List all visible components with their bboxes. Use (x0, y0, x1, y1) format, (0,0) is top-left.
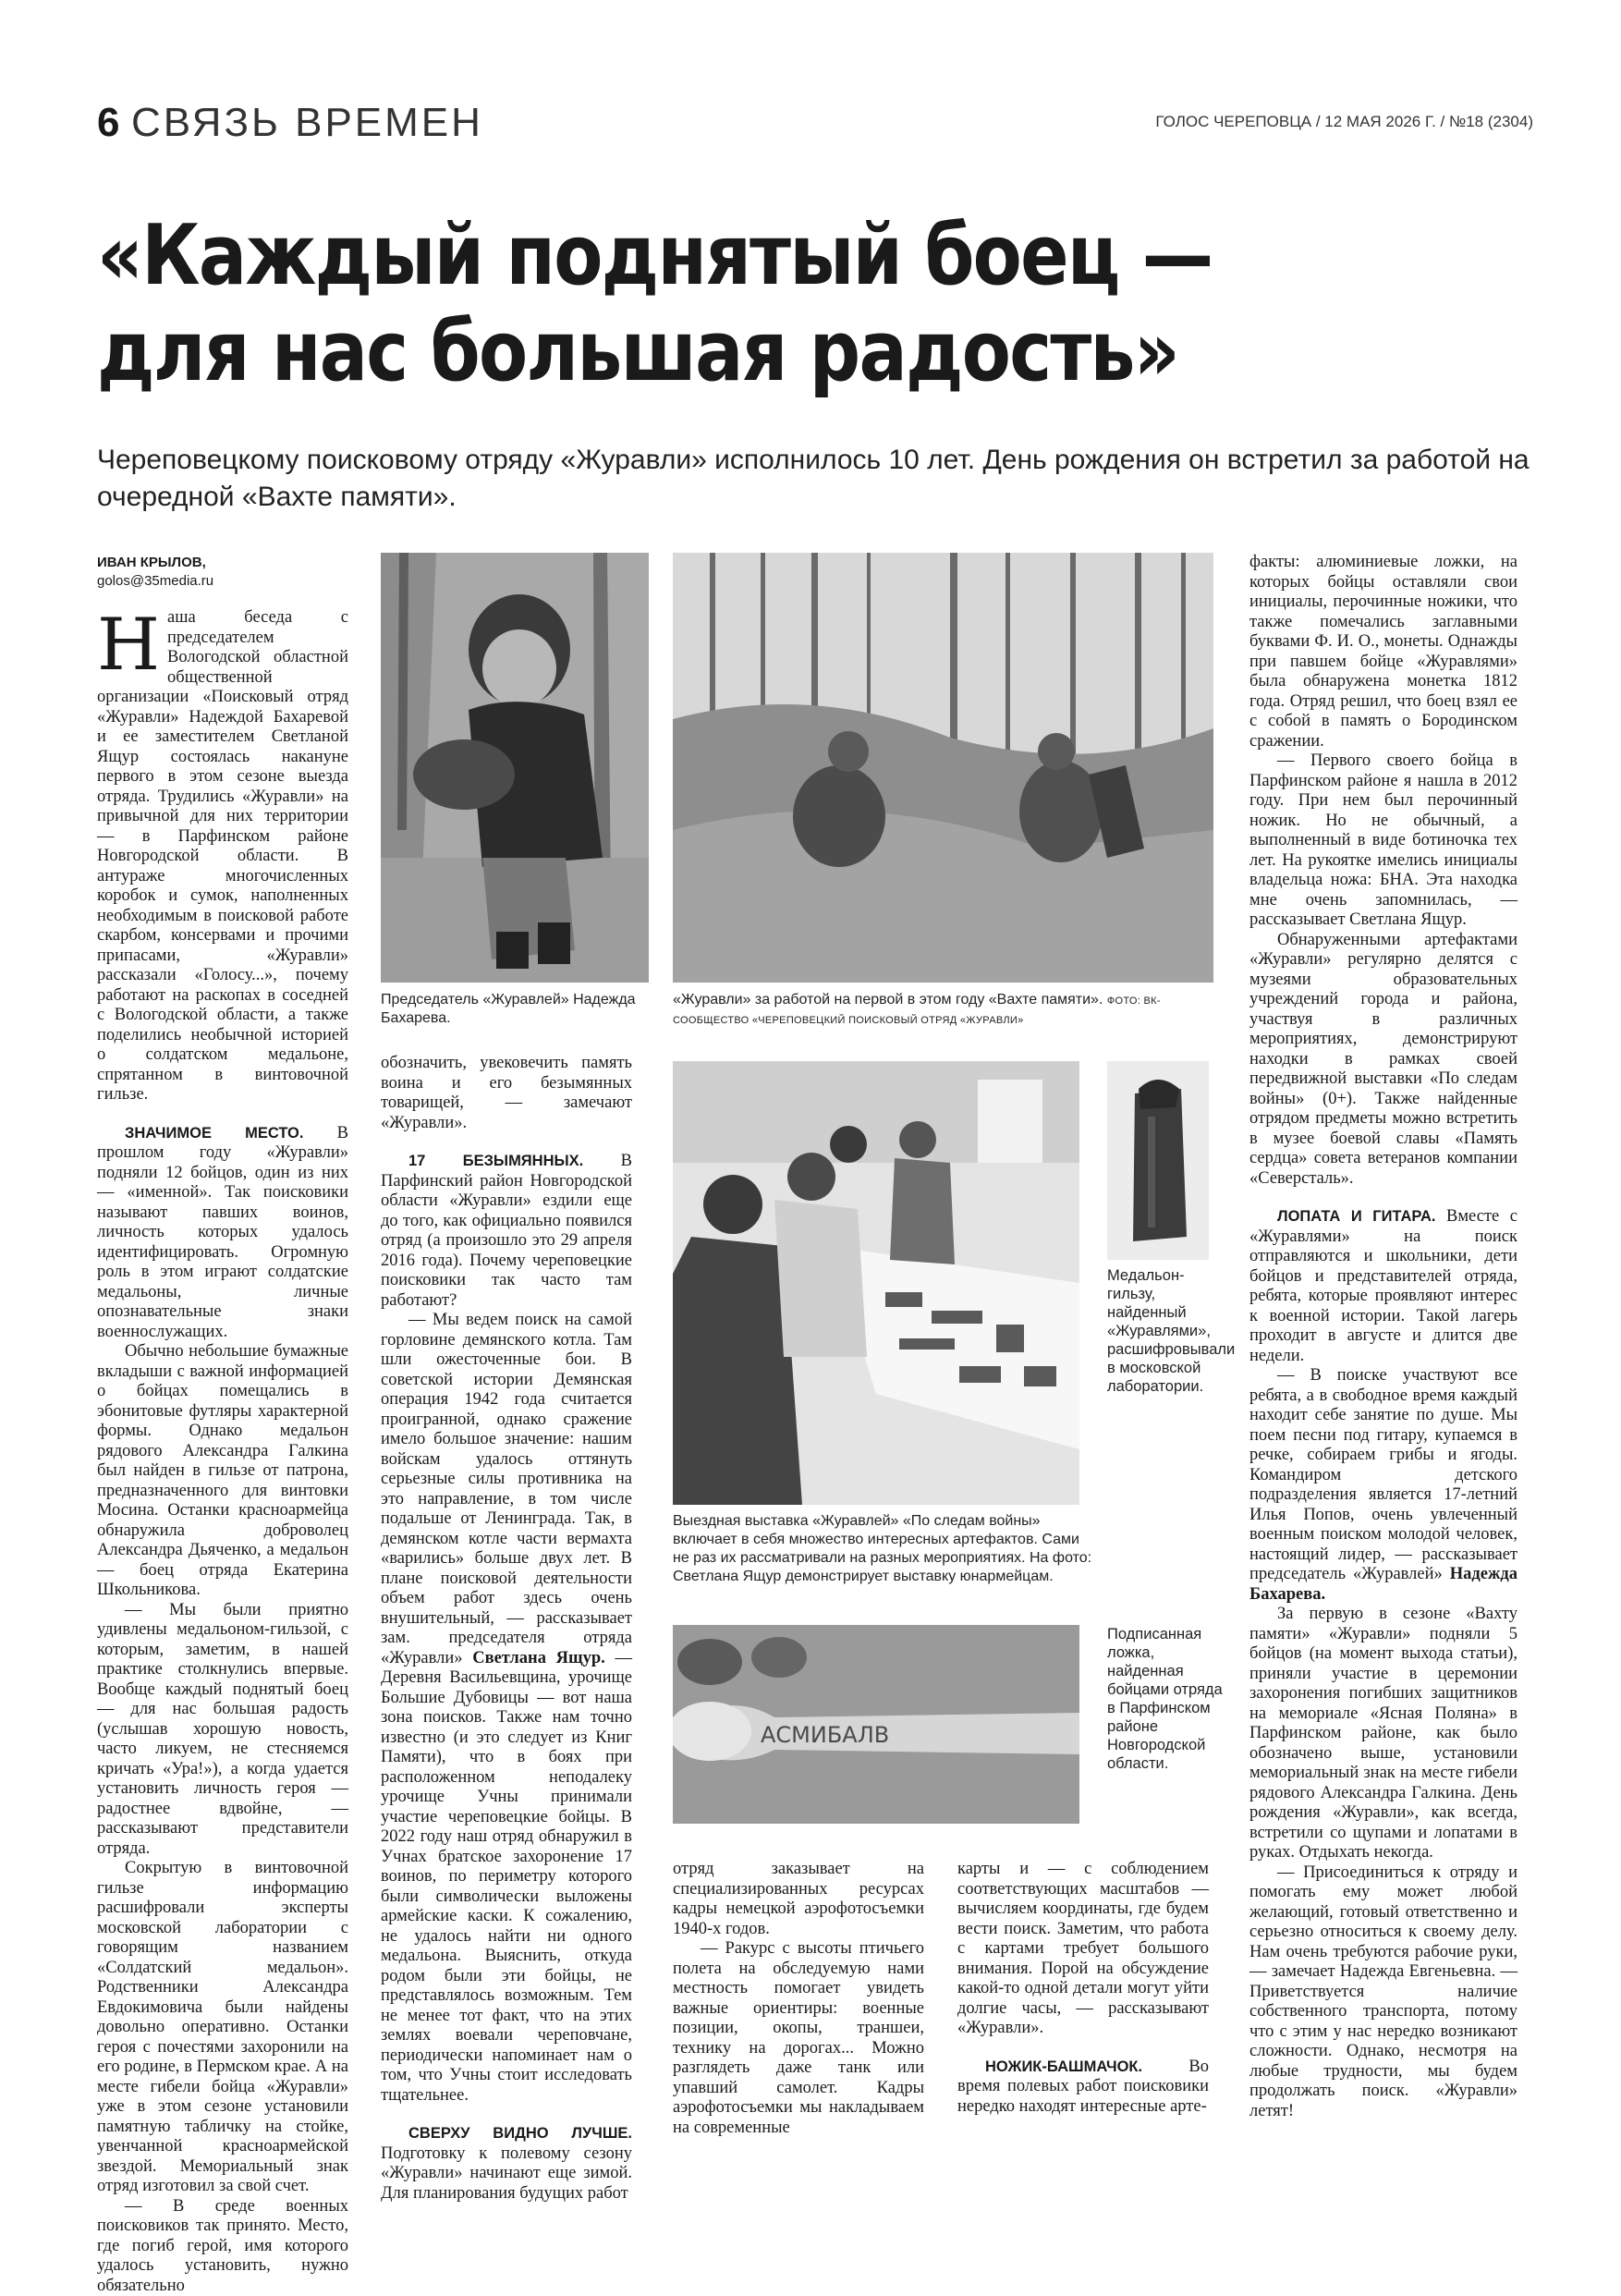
author-name: ИВАН КРЫЛОВ, (97, 555, 206, 570)
paragraph: Сокрытую в винтовочной гильзе информацию расшифровали эксперты московской лаборатории с говорящим названием «Солдатский медальон». Родственники Александра Евдокимовича были найдены довольно оперативно. Останки героя с почестями захоронили на его родине, в Пермском крае. А на месте гибели бойца «Журавли» уже в этом сезоне установили памятную табличку на стойке, увенчанной красноармейской звездой. Мемориальный знак отряд изготовил за свой счет. (97, 1859, 348, 2197)
photo-chairwoman-image (381, 553, 649, 983)
caption-text: «Журавли» за работой на первой в этом году «Вахте памяти». (673, 992, 1103, 1008)
paragraph: — В среде военных поисковиков так принято. Место, где погиб герой, имя которого удалось установить, нужно обязательно (97, 2197, 348, 2296)
paragraph: — Присоединиться к отряду и помогать ему может любой желающий, готовый ответственно и серьезно относиться к своему делу. Нам очень требуются рабочие руки, — замечает Надежда Евгеньевна. — Приветствуется наличие собственного транспорта, потому что с этим у нас нередко возникают сложности. Однако, несмотря на любые трудности, мы будем продолжать поиск. «Журавли» летят! (1249, 1863, 1517, 2122)
photo-spoon-image (673, 1625, 1079, 1824)
paragraph (381, 2124, 632, 2204)
caption-photo-2 (673, 991, 1218, 1030)
headline-line-1: «Каждый поднятый боец — (97, 208, 1337, 304)
paragraph (381, 1311, 632, 2106)
spoon-engraving: АСМИБАЛВ (761, 1722, 889, 1748)
paragraph: карты и — с соблюдением соответствующих масштабов — вычисляем координаты, где будем вести поиск. Заметим, что работа с картами требует большого внимания. Порой на обсуждение какой-то одной детали могут уйти долгие часы, — рассказывают «Журавли». (957, 1860, 1209, 2039)
paragraph: отряд заказывает на специализированных ресурсах кадры немецкой аэрофотосъемки 1940-х годов. (673, 1860, 924, 1939)
paragraph: обозначить, увековечить память воина и его безымянных товарищей, — замечают «Журавли». (381, 1054, 632, 1133)
paragraph: — Первого своего бойца в Парфинском районе я нашла в 2012 году. При нем был перочинный ножик. Но не обычный, а выполненный в виде ботиночка тех лет. На рукоятке имелись инициалы владельца ножа: БНА. Эта находка мне очень запомнилась, — рассказывает Светлана Ящур. (1249, 751, 1517, 931)
paragraph: Обнаруженными артефактами «Журавли» регулярно делятся с музеями образовательных учреждений города и района, участвуя в различных мероприятиях, демонстрируют находки в рамках своей передвижной выставки «По следам войны» (0+). Также найденные отрядом предметы можно встретить в музее боевой славы «Память сердца» совета ветеранов компании «Северсталь». (1249, 931, 1517, 1190)
masthead: ГОЛОС ЧЕРЕПОВЦА / 12 МАЯ 2026 Г. / №18 (2304) (1155, 113, 1533, 131)
article-column-4 (957, 1860, 1209, 2117)
paragraph-text: — В поиске участвуют все ребята, а в свободное время каждый находит себе занятие по душе. Мы поем песни под гитару, купаемся в речке, собираем грибы и ягоды. Командиром детского подразделения является 17-летний Илья Попов, очень увлеченный военным поиском молодой человек, настоящий лидер, — рассказывает председатель «Журавлей» (1249, 1366, 1517, 1583)
lead-paragraph: Череповецкому поисковому отряду «Журавли» исполнилось 10 лет. День рождения он встретил за работой на очередной «Вахте памяти». (97, 442, 1539, 516)
photo-credit: ФОТО: ВК-СООБЩЕСТВО «ЧЕРЕПОВЕЦКИЙ ПОИСКОВЫЙ ОТРЯД «ЖУРАВЛИ» (673, 995, 1161, 1026)
subheading: НОЖИК-БАШМАЧОК. (985, 2058, 1142, 2075)
author-email[interactable]: golos@35media.ru (97, 573, 213, 589)
paragraph-text: Подготовку к полевому сезону «Журавли» начинают еще зимой. Для планирования будущих работ (381, 2144, 632, 2203)
page-number: 6 (97, 100, 119, 146)
article-column-2 (381, 1054, 632, 2204)
photo-dig-site (673, 553, 1213, 983)
photo-chairwoman (381, 553, 649, 983)
caption-photo-4: Медальон-гильзу, найденный «Журавлями», расшифровывали в московской лаборатории. (1107, 1266, 1225, 1396)
paragraph (381, 1152, 632, 1311)
person-name: Светлана Ящур. (472, 1649, 605, 1667)
headline (97, 208, 1337, 400)
paragraph (97, 608, 348, 1105)
paragraph-text: В прошлом году «Журавли» подняли 12 бойцов, один из них — «именной». Так поисковики называют павших воинов, личность которых удалось идентифицировать. Огромную роль в этом играют солдатские медальоны, личные опознавательные знаки военнослужащих. (97, 1124, 348, 1341)
subheading: 17 БЕЗЫМЯННЫХ. (408, 1153, 583, 1169)
paragraph: — Мы были приятно удивлены медальоном-гильзой, с которым, заметим, в нашей практике столкнулись впервые. Вообще каждый поднятый боец — для нас большая радость (услышав хорошую новость, часто ликуем, не стесняемся кричать «Ура!»), а когда удается установить личность героя — радостнее вдвойне, — рассказывают представители отряда. (97, 1601, 348, 1860)
paragraph (97, 1124, 348, 1343)
paragraph-text: — Деревня Васильевщина, урочище Большие Дубовицы — вот наша зона поисков. Также нам точно известно (и это следует из Книг Памяти), что в боях при расположенном неподалеку урочище Учны принимали участие череповецкие бойцы. В 2022 году наш отряд обнаружил в Учнах братское захоронение 17 воинов, по периметру которого были символически выложены армейские каски. К сожалению, не удалось найти ни одного медальона. Выяснить, откуда родом были эти бойцы, не представлялось возможным. Тем не менее тот факт, что на этих землях воевали череповчане, периодически напоминает нам о том, что Учны стоит исследовать тщательнее. (381, 1649, 632, 2105)
photo-medallion-shell-image (1107, 1061, 1209, 1260)
photo-dig-site-image (673, 553, 1213, 983)
paragraph-text: — Мы ведем поиск на самой горловине демянского котла. Там шли ожесточенные бои. В советской истории Демянская операция 1942 года считается проигранной, однако сражение имело большое значение: нашим войскам удалось оттянуть серьезные силы противника на это направление, в том числе подальше от Ленинграда. Так, в демянском котле части вермахта «варились» больше двух лет. В плане поисковой деятельности объем работ здесь очень внушительный, — рассказывает зам. председателя отряда «Журавли» (381, 1311, 632, 1667)
photo-exhibition (673, 1061, 1079, 1505)
paragraph: Обычно небольшие бумажные вкладыши с важной информацией о бойцах помещались в эбонитовые футляры характерной формы. Однако медальон рядового Александра Галкина был найден в гильзе от патрона, предназначенного для винтовки Мосина. Останки красноармейца обнаружила доброволец Александра Дьяченко, а медальон — боец отряда Екатерина Школьникова. (97, 1342, 348, 1601)
paragraph-text: В Парфинский район Новгородской области «Журавли» ездили еще до того, как официально появился отряд (а произошло это 29 апреля 2016 года). Почему череповецкие поисковики так часто там работают? (381, 1152, 632, 1310)
paragraph-text: Во время полевых работ поисковики нередко находят интересные арте- (957, 2058, 1209, 2116)
photo-spoon (673, 1625, 1079, 1824)
caption-photo-5: Подписанная ложка, найденная бойцами отряда в Парфинском районе Новгородской области. (1107, 1625, 1225, 1773)
paragraph-text: аша беседа с председателем Вологодской областной общественной организации «Поисковый отряд «Журавли» Надеждой Бахаревой и ее заместителем Светланой Ящур состоялась накануне первого в этом сезоне выезда отряда. Трудились «Журавли» на привычной для них территории — в Парфинском районе Новгородской области. В антураже многочисленных коробок и сумок, наполненных необходимым в поисковой работе скарбом, консервами и прочими припасами, «Журавли» рассказали «Голосу...», почему работают на раскопах в соседней с Вологодской области, а также поделились необычной историей о солдатском медальоне, спрятанном в винтовочной гильзе. (97, 608, 348, 1104)
article-column-5 (1249, 553, 1517, 2121)
paragraph: За первую в сезоне «Вахту памяти» «Журавли» подняли 5 бойцов (на момент выхода статьи), приняли участие в церемонии захоронения погибших защитников на мемориале «Ясная Поляна» в Парфинском районе, как было обозначено выше, установили мемориальный знак на месте гибели рядового Александра Галкина. День рождения «Журавли», как всегда, встретили со щупами и лопатами в руках. Отдыхать некогда. (1249, 1605, 1517, 1863)
photo-medallion-shell (1107, 1061, 1209, 1260)
article-column-1 (97, 608, 348, 2296)
person-name: Надежда Бахарева. (1249, 1565, 1517, 1604)
paragraph (1249, 1207, 1517, 1366)
paragraph: — Ракурс с высоты птичьего полета на обследуемую нами местность помогает увидеть важные ориентиры: военные позиции, окопы, траншеи, технику на дорогах... Можно разглядеть даже танк или упавший самолет. Кадры аэрофотосъемки мы накладываем на современные (673, 1939, 924, 2138)
article-column-3 (673, 1860, 924, 2138)
paragraph (1249, 1366, 1517, 1605)
headline-line-2: для нас большая радость» (97, 304, 1337, 400)
subheading: ЗНАЧИМОЕ МЕСТО. (125, 1125, 303, 1142)
photo-exhibition-image (673, 1061, 1079, 1505)
section-title: СВЯЗЬ ВРЕМЕН (131, 100, 483, 146)
paragraph-text: Вместе с «Журавлями» на поиск отправляются и школьники, дети бойцов и представителей отряда, ребята, которые проявляют интерес к военной истории. Такой лагерь проходит в августе и длится две недели. (1249, 1207, 1517, 1365)
subheading: ЛОПАТА И ГИТАРА. (1277, 1208, 1435, 1225)
caption-photo-3: Выездная выставка «Журавлей» «По следам войны» включает в себя множество интересных артефактов. Сами не раз их рассматривали на разных мероприятиях. На фото: Светлана Ящур демонстрирует выставку юнармейцам. (673, 1512, 1098, 1586)
caption-photo-1: Председатель «Журавлей» Надежда Бахарева. (381, 991, 649, 1028)
drop-cap: Н (97, 610, 160, 678)
paragraph: факты: алюминиевые ложки, на которых бойцы оставляли свои инициалы, перочинные ножики, что также помечались заглавными буквами Ф. И. О., монеты. Однажды при павшем бойце «Журавлями» была обнаружена монетка 1812 года. Отряд решил, что боец взял ее с собой в память о Бородинском сражении. (1249, 553, 1517, 751)
paragraph (957, 2058, 1209, 2118)
subheading: СВЕРХУ ВИДНО ЛУЧШЕ. (408, 2125, 632, 2142)
